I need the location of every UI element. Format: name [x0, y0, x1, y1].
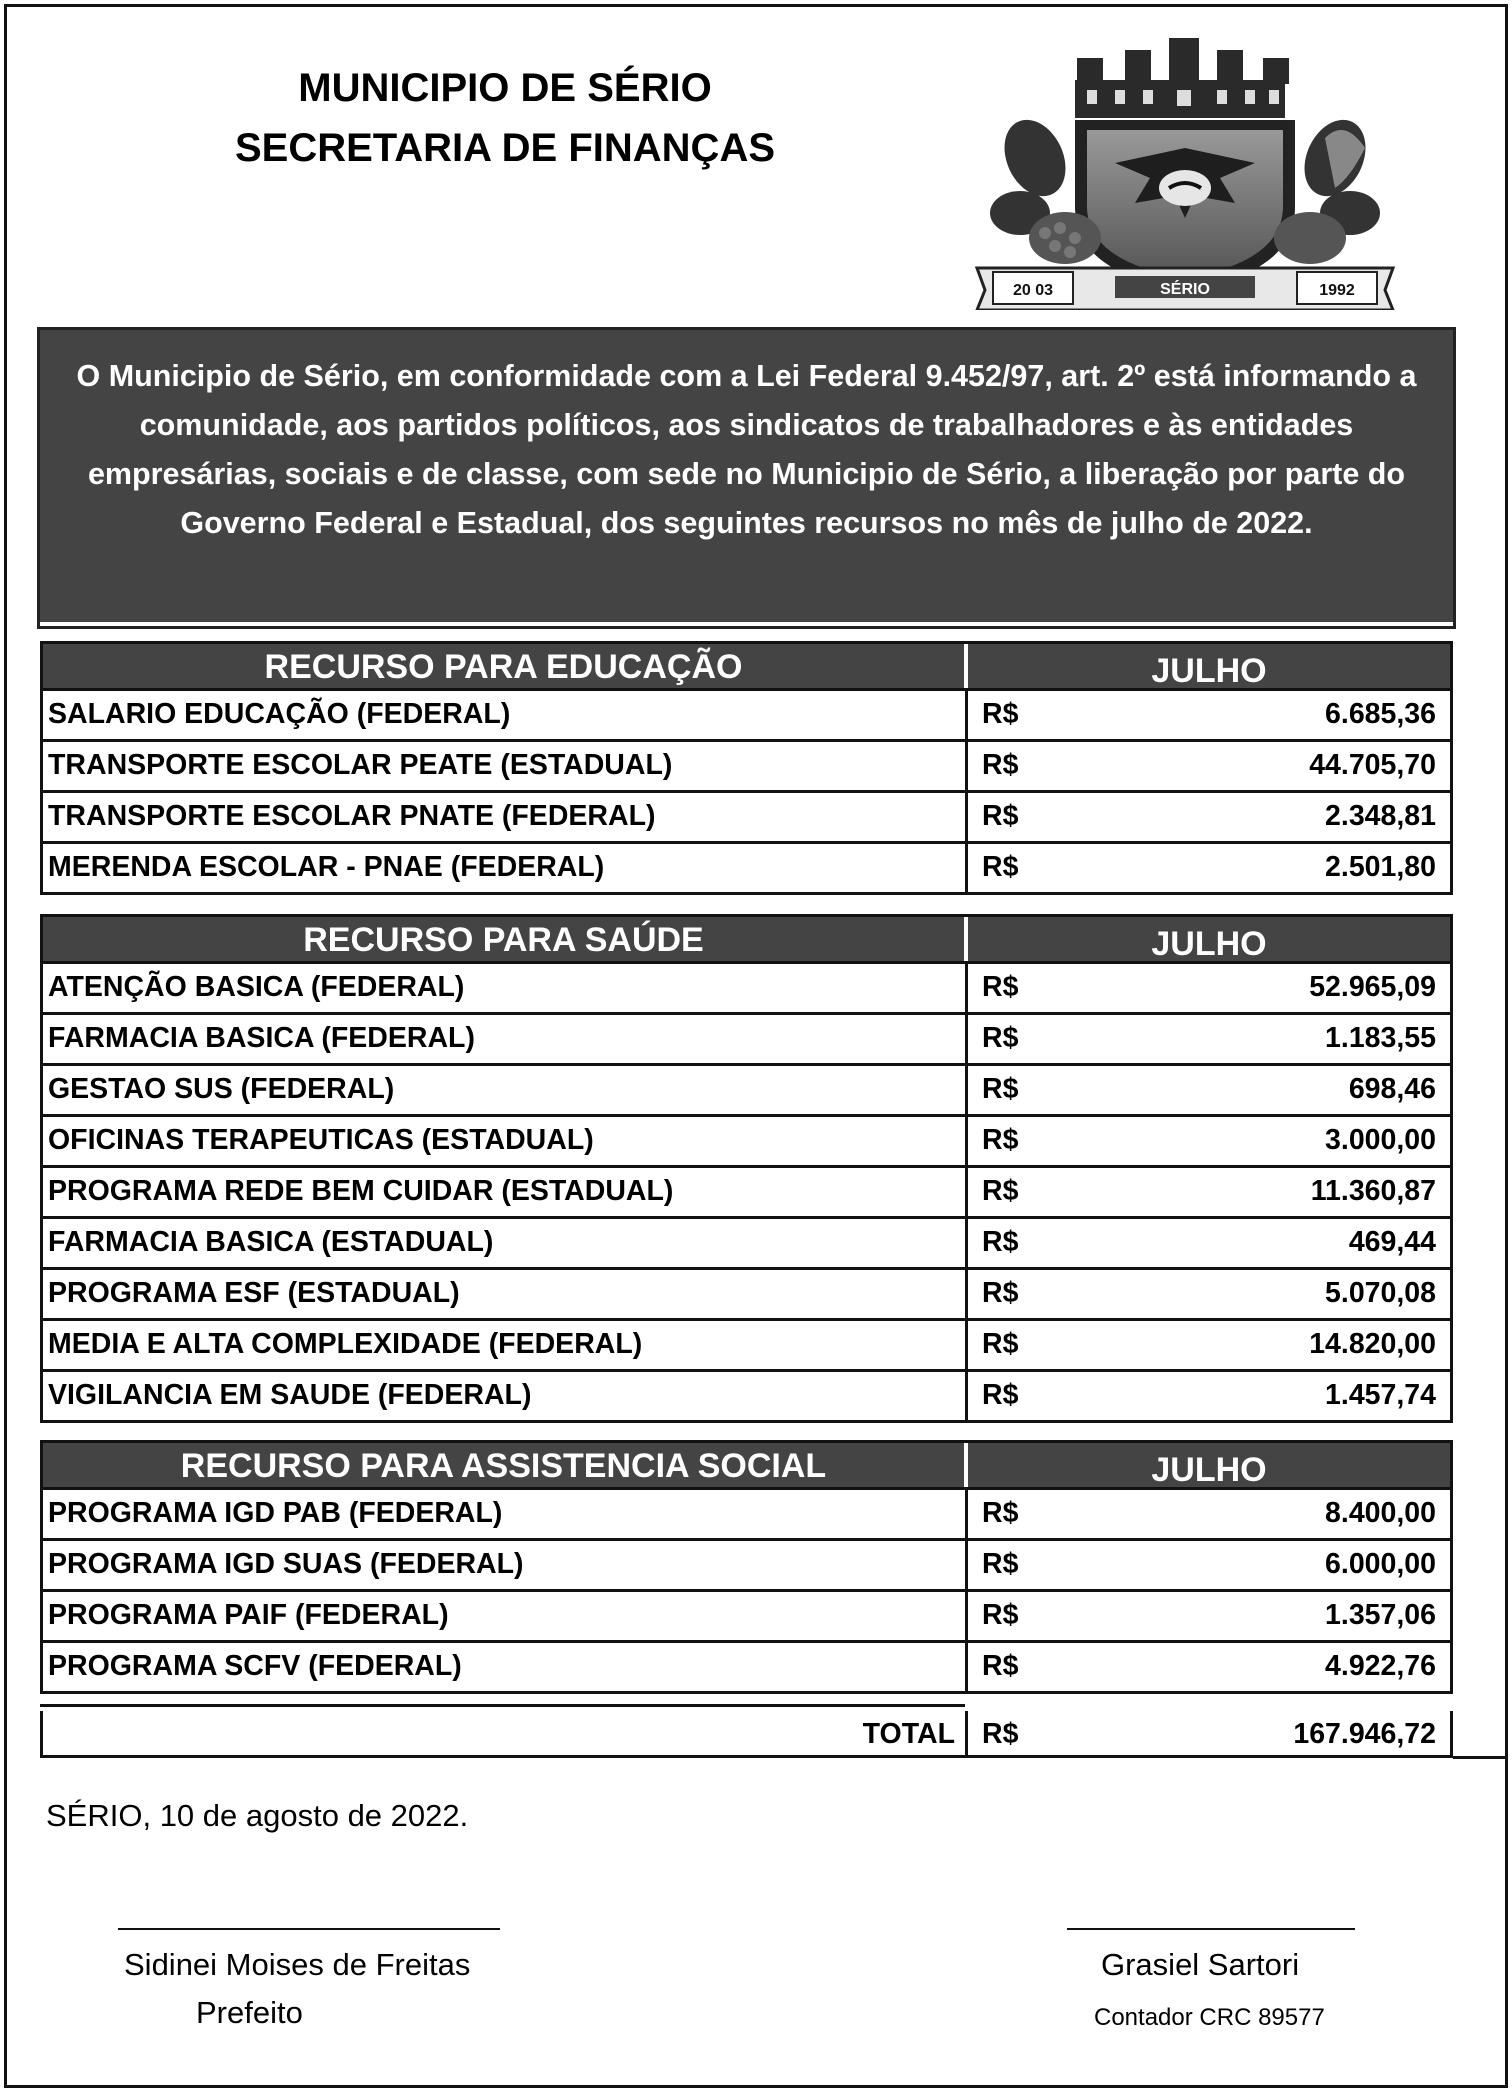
- table-row: [40, 1066, 1453, 1117]
- department-title: SECRETARIA DE FINANÇAS: [234, 126, 776, 170]
- row-currency: R$: [982, 1548, 1019, 1580]
- row-value: 1.457,74: [1325, 1379, 1436, 1411]
- table-row: [40, 691, 1453, 742]
- row-currency: R$: [982, 851, 1019, 883]
- row-currency: R$: [982, 1277, 1019, 1309]
- row-currency: R$: [982, 971, 1019, 1003]
- signature-line-right: [1067, 1928, 1355, 1930]
- row-value: 3.000,00: [1325, 1124, 1436, 1156]
- table-row: [40, 793, 1453, 844]
- total-value: 167.946,72: [1293, 1718, 1436, 1750]
- section-educacao: [40, 641, 1453, 895]
- month-header: JULHO: [1151, 1451, 1267, 1489]
- document-header: [190, 58, 820, 178]
- signer-name-right: Grasiel Sartori: [1101, 1947, 1300, 1982]
- section-title: RECURSO PARA ASSISTENCIA SOCIAL: [43, 1443, 968, 1487]
- table-row: [40, 964, 1453, 1015]
- row-item-name: MEDIA E ALTA COMPLEXIDADE (FEDERAL): [43, 1321, 968, 1369]
- row-currency: R$: [982, 698, 1019, 730]
- section-header: [40, 641, 1453, 691]
- coat-of-arms-emblem: [965, 28, 1405, 310]
- row-currency: R$: [982, 1022, 1019, 1054]
- row-value: 8.400,00: [1325, 1497, 1436, 1529]
- section-title: RECURSO PARA SAÚDE: [43, 917, 968, 961]
- total-row: [40, 1711, 1453, 1758]
- table-row: [40, 1372, 1453, 1423]
- row-currency: R$: [982, 1599, 1019, 1631]
- row-currency: R$: [982, 1073, 1019, 1105]
- month-header: JULHO: [1151, 925, 1267, 963]
- row-item-name: TRANSPORTE ESCOLAR PNATE (FEDERAL): [43, 793, 968, 841]
- row-value: 11.360,87: [1310, 1175, 1436, 1207]
- row-item-name: PROGRAMA IGD SUAS (FEDERAL): [43, 1541, 968, 1589]
- total-divider: [40, 1704, 965, 1707]
- row-item-name: SALARIO EDUCAÇÃO (FEDERAL): [43, 691, 968, 739]
- total-currency: R$: [982, 1718, 1019, 1750]
- row-currency: R$: [982, 800, 1019, 832]
- row-currency: R$: [982, 1124, 1019, 1156]
- table-row: [40, 1015, 1453, 1066]
- row-value: 2.501,80: [1325, 851, 1436, 883]
- svg-text:SÉRIO: SÉRIO: [1160, 281, 1210, 298]
- row-value: 5.070,08: [1325, 1277, 1436, 1309]
- row-item-name: PROGRAMA IGD PAB (FEDERAL): [43, 1490, 968, 1538]
- row-currency: R$: [982, 1497, 1019, 1529]
- row-item-name: OFICINAS TERAPEUTICAS (ESTADUAL): [43, 1117, 968, 1165]
- section-header: [40, 1440, 1453, 1490]
- table-row: [40, 1592, 1453, 1643]
- table-row: [40, 1643, 1453, 1694]
- row-currency: R$: [982, 1379, 1019, 1411]
- row-item-name: VIGILANCIA EM SAUDE (FEDERAL): [43, 1372, 968, 1420]
- row-item-name: PROGRAMA PAIF (FEDERAL): [43, 1592, 968, 1640]
- table-row: [40, 1117, 1453, 1168]
- row-value: 6.685,36: [1325, 698, 1436, 730]
- intro-notice: O Municipio de Sério, em conformidade com a Lei Federal 9.452/97, art. 2º está informando a comunidade, aos partidos políticos, aos sindicatos de trabalhadores e às entidades empresárias, sociais e de classe, com sede no Municipio de Sério, a liberação por parte do Governo Federal e Estadual, dos seguintes recursos no mês de julho de 2022.: [40, 330, 1453, 626]
- row-item-name: PROGRAMA REDE BEM CUIDAR (ESTADUAL): [43, 1168, 968, 1216]
- table-row: [40, 1270, 1453, 1321]
- row-value: 1.183,55: [1325, 1022, 1436, 1054]
- row-item-name: PROGRAMA SCFV (FEDERAL): [43, 1643, 968, 1691]
- row-item-name: FARMACIA BASICA (FEDERAL): [43, 1015, 968, 1063]
- row-value: 1.357,06: [1325, 1599, 1436, 1631]
- row-value: 4.922,76: [1325, 1650, 1436, 1682]
- table-row: [40, 1168, 1453, 1219]
- row-value: 698,46: [1348, 1073, 1436, 1105]
- section-title: RECURSO PARA EDUCAÇÃO: [43, 644, 968, 688]
- row-currency: R$: [982, 1175, 1019, 1207]
- row-value: 44.705,70: [1309, 749, 1436, 781]
- row-item-name: FARMACIA BASICA (ESTADUAL): [43, 1219, 968, 1267]
- table-row: [40, 1541, 1453, 1592]
- table-row: [40, 1321, 1453, 1372]
- month-header: JULHO: [1151, 652, 1267, 690]
- row-currency: R$: [982, 749, 1019, 781]
- signer-name-left: Sidinei Moises de Freitas: [124, 1947, 471, 1982]
- total-label: TOTAL: [43, 1711, 968, 1755]
- svg-text:20 03: 20 03: [1012, 282, 1054, 299]
- row-item-name: GESTAO SUS (FEDERAL): [43, 1066, 968, 1114]
- svg-text:1992: 1992: [1319, 282, 1355, 299]
- row-item-name: MERENDA ESCOLAR - PNAE (FEDERAL): [43, 844, 968, 892]
- table-row: [40, 1490, 1453, 1541]
- signature-line-left: [118, 1928, 500, 1930]
- table-row: [40, 1219, 1453, 1270]
- row-item-name: ATENÇÃO BASICA (FEDERAL): [43, 964, 968, 1012]
- row-value: 14.820,00: [1309, 1328, 1436, 1360]
- section-header: [40, 914, 1453, 964]
- row-currency: R$: [982, 1328, 1019, 1360]
- signer-role-left: Prefeito: [196, 1995, 303, 2030]
- row-item-name: TRANSPORTE ESCOLAR PEATE (ESTADUAL): [43, 742, 968, 790]
- row-value: 52.965,09: [1309, 971, 1436, 1003]
- table-row: [40, 844, 1453, 895]
- row-value: 2.348,81: [1325, 800, 1436, 832]
- total-divider-extension: [1453, 1756, 1508, 1759]
- section-saude: [40, 914, 1453, 1423]
- table-row: [40, 742, 1453, 793]
- row-value: 6.000,00: [1325, 1548, 1436, 1580]
- row-currency: R$: [982, 1226, 1019, 1258]
- document-date: SÉRIO, 10 de agosto de 2022.: [46, 1798, 469, 1833]
- section-assistencia-social: [40, 1440, 1453, 1694]
- municipality-title: MUNICIPIO DE SÉRIO: [298, 66, 712, 110]
- signer-role-right: Contador CRC 89577: [1094, 2004, 1325, 2031]
- row-currency: R$: [982, 1650, 1019, 1682]
- row-value: 469,44: [1348, 1226, 1436, 1258]
- row-item-name: PROGRAMA ESF (ESTADUAL): [43, 1270, 968, 1318]
